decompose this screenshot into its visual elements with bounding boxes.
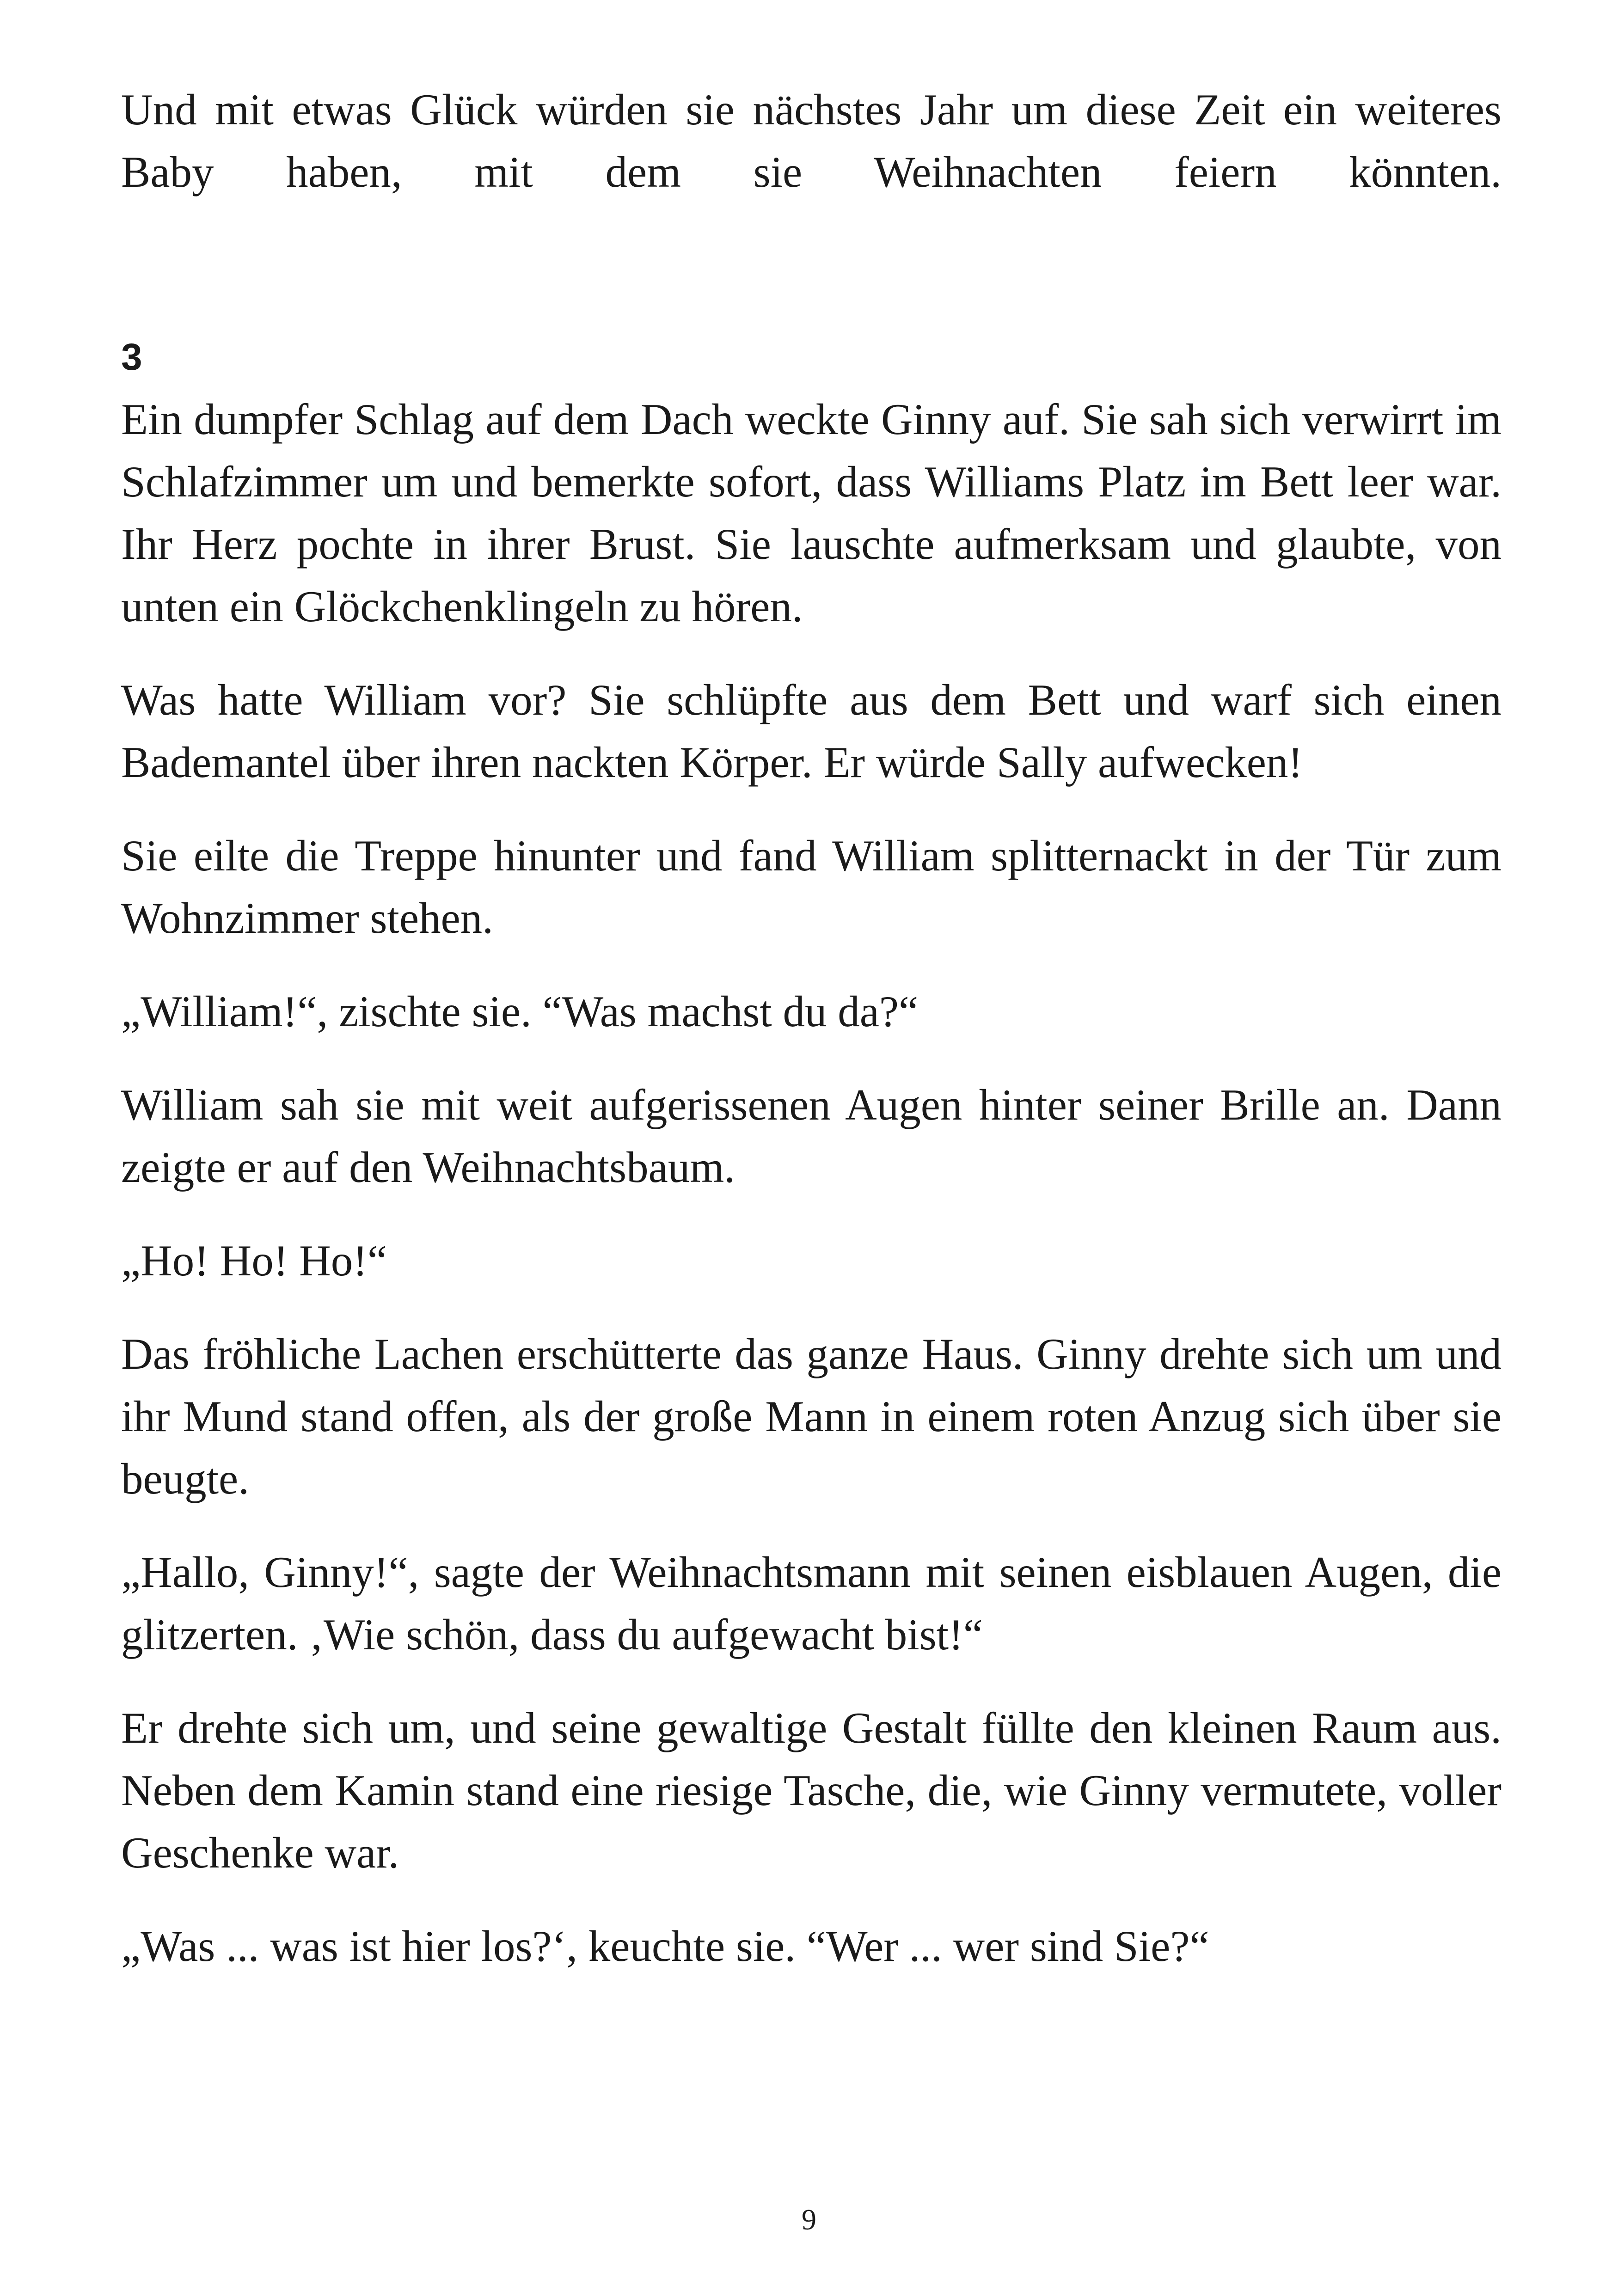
- body-paragraph: Sie eilte die Treppe hinunter und fand William splitternackt in der Tür zum Wohnzimmer stehen.: [121, 831, 1502, 943]
- body-paragraph: Er drehte sich um, und seine gewaltige Gestalt füllte den kleinen Raum aus. Neben dem Kamin stand eine riesige Tasche, die, wie Ginny vermutete, voller Geschenke war.: [121, 1703, 1502, 1877]
- intro-paragraph: Und mit etwas Glück würden sie nächstes Jahr um diese Zeit ein weiteres Baby haben, mit dem sie Weihnachten feiern könnten.: [121, 85, 1502, 196]
- page-number: 9: [802, 2203, 816, 2236]
- body-paragraph: „Was ... was ist hier los?‘, keuchte sie. “Wer ... wer sind Sie?“: [121, 1922, 1209, 1971]
- body-paragraph: William sah sie mit weit aufgerissenen Augen hinter seiner Brille an. Dann zeigte er auf den Weihnachtsbaum.: [121, 1080, 1502, 1192]
- chapter-heading: 3: [121, 336, 142, 378]
- body-paragraph: Ein dumpfer Schlag auf dem Dach weckte Ginny auf. Sie sah sich verwirrt im Schlafzimmer um und bemerkte sofort, dass Williams Platz im Bett leer war. Ihr Herz pochte in ihrer Brust. Sie lauschte aufmerksam und glaubte, von unten ein Glöckchenklingeln zu hören.: [121, 395, 1502, 631]
- body-paragraph: „Hallo, Ginny!“, sagte der Weihnachtsmann mit seinen eisblauen Augen, die glitzerten. ‚Wie schön, dass du aufgewacht bist!“: [121, 1548, 1502, 1659]
- document-page: [121, 79, 1502, 1978]
- body-paragraph: „Ho! Ho! Ho!“: [121, 1236, 387, 1285]
- body-paragraph: Was hatte William vor? Sie schlüpfte aus dem Bett und warf sich einen Bademantel über ihren nackten Körper. Er würde Sally aufwecken!: [121, 675, 1502, 787]
- body-paragraph: „William!“, zischte sie. “Was machst du da?“: [121, 987, 919, 1036]
- body-paragraph: Das fröhliche Lachen erschütterte das ganze Haus. Ginny drehte sich um und ihr Mund stand offen, als der große Mann in einem roten Anzug sich über sie beugte.: [121, 1329, 1502, 1503]
